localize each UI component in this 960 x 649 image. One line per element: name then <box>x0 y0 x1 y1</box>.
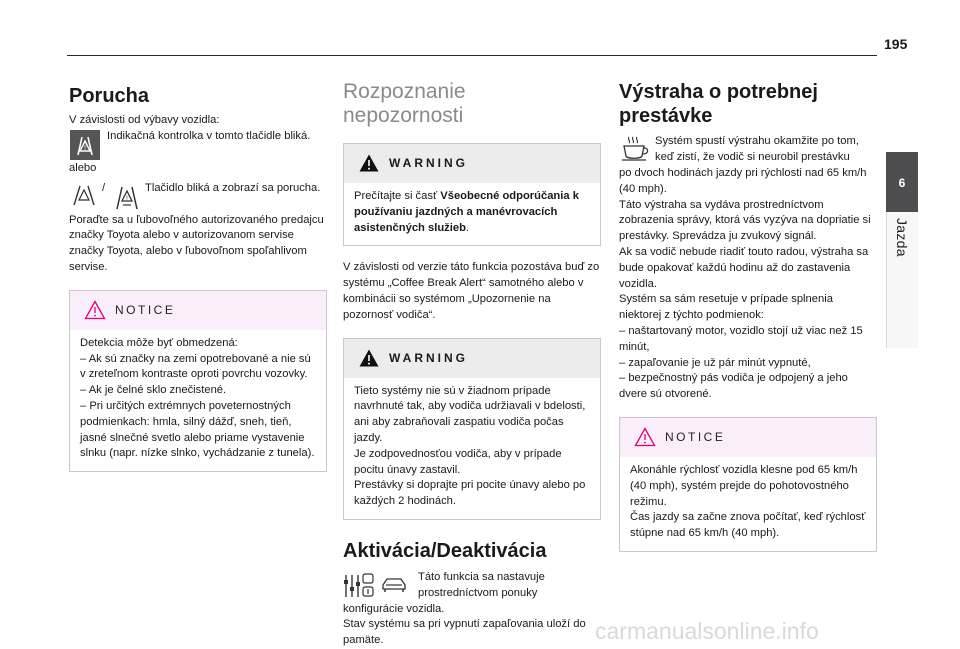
column-porucha <box>69 80 327 472</box>
watermark: carmanualsonline.info <box>595 618 819 644</box>
title-line: Rozpoznanie <box>343 80 466 103</box>
notice-box-rychlost <box>619 417 877 552</box>
section-title-vystraha <box>619 80 877 128</box>
notice-header <box>620 418 876 457</box>
lane-warning-button-icon-outline <box>113 183 141 211</box>
notice-line: – Ak sú značky na zemi opotrebované a nie sú v zreteľnom kontraste oproti povrchu vozovky. <box>80 352 311 381</box>
chapter-number: 6 <box>886 152 918 212</box>
section-title-aktivacia: Aktivácia/Deaktivácia <box>343 539 547 562</box>
icon-paragraph-kontrolka <box>69 129 327 161</box>
paragraph-konfiguracia: konfigurácie vozidla. Stav systému sa pri vypnutí zapaľovania uloží do pamäte. <box>343 602 586 647</box>
warning-text: Prečítajte si časť <box>354 190 441 202</box>
warning-label: WARNING <box>389 350 468 365</box>
kontrolka-text: Indikačná kontrolka v tomto tlačidle bliká. <box>107 129 311 142</box>
warning-header <box>344 339 600 378</box>
notice-line: – Pri určitých extrémnych poveternostných podmienkach: hmla, silný dážď, sneh, tieň, jasné slnečné svetlo alebo priame vystavenie slnku (napr. nízke slnko, vychádzanie z tunela). <box>80 399 315 460</box>
notice-label: NOTICE <box>665 429 726 444</box>
nastavenie-text: Táto funkcia sa nastavuje prostredníctvom ponuky <box>418 570 545 599</box>
tlacidlo-text: Tlačidlo bliká a zobrazí sa porucha. <box>145 181 321 194</box>
paragraph-vystraha: po dvoch hodinách jazdy pri rýchlosti nad 65 km/h (40 mph). Táto výstraha sa vydáva prostredníctvom zobrazenia správy, ktorá vás vyzýva na dopriatie si prestávky. Sprevádza ju zvukový signál. Ak sa vodič nebude riadiť touto radou, výstraha sa bude opakovať každú hodinu až do zastavenia vozidla. Systém sa sám resetuje v prípade splnenia niektorej z týchto podmienok: – naštartovaný motor, vozidlo stojí už viac než 15 minút, – zapaľovanie je už pár minút vypnuté, – bezpečnostný pás vodiča je odpojený a jeho dvere sú otvorené. <box>619 167 871 401</box>
notice-triangle-icon <box>84 300 106 320</box>
icon-separator: / <box>102 181 106 194</box>
title-line: Výstraha o potrebnej <box>619 81 818 103</box>
prestavka-text: Systém spustí výstrahu okamžite po tom, keď zistí, že vodič si neurobil prestávku <box>655 135 859 163</box>
lane-warning-button-icon <box>69 129 101 161</box>
column-rozpoznanie <box>343 80 601 649</box>
section-title-porucha: Porucha <box>69 85 150 107</box>
notice-triangle-icon <box>634 427 656 447</box>
column-vystraha <box>619 80 877 552</box>
warning-label: WARNING <box>389 156 468 170</box>
svg-text:!: ! <box>125 194 129 202</box>
notice-box-detekcia <box>69 290 327 472</box>
chapter-title: Jazda <box>894 218 910 257</box>
warning-header <box>344 144 600 183</box>
svg-text:!: ! <box>83 143 87 152</box>
notice-body: Akonáhle rýchlosť vozidla klesne pod 65 km/h (40 mph), systém prejde do pohotovostného režimu. Čas jazdy sa začne znova počítať, keď rýchlosť stúpne nad 65 km/h (40 mph). <box>630 463 866 540</box>
notice-line: – Ak je čelné sklo znečistené. <box>80 384 227 397</box>
warning-triangle-icon <box>358 153 380 173</box>
notice-label: NOTICE <box>115 302 176 317</box>
warning-body <box>344 183 600 245</box>
warning-body: Tieto systémy nie sú v žiadnom prípade navrhnuté tak, aby vodiča udržiavali v bdelosti, ani aby zabraňovali zaspatiu vodiča počas jazdy. Je zodpovednosťou vodiča, aby v prípade pocitu únavy zastavil. Prestávky si doprajte pri pocite únavy alebo po každých 2 hodinách. <box>354 384 586 508</box>
notice-line: Detekcia môže byť obmedzená: <box>80 336 238 349</box>
section-title-rozpoznanie <box>343 80 601 128</box>
page-number: 195 <box>884 36 908 52</box>
warning-box-bdelost <box>343 338 601 520</box>
lane-departure-icon <box>71 183 97 207</box>
car-outline-icon <box>381 575 407 595</box>
notice-header <box>70 291 326 330</box>
paragraph-alebo: alebo <box>69 161 97 174</box>
icon-paragraph-tlacidlo <box>69 181 327 213</box>
paragraph-servis: Poraďte sa u ľubovoľného autorizovaného predajcu značky Toyota alebo v autorizovanom servise značky Toyota, alebo v ľubovoľnom spoľahlivom servise. <box>69 213 324 273</box>
title-line: nepozornosti <box>343 104 464 127</box>
warning-text-end: . <box>465 221 470 234</box>
paragraph-coffee-break: V závislosti od verzie táto funkcia pozostáva buď zo systému „Coffee Break Alert“ samotného alebo v kombinácii so systémom „Upozornenie na pozornosť vodiča“. <box>343 261 600 321</box>
icon-paragraph-prestavka <box>619 134 877 166</box>
title-line: prestávke <box>619 105 713 127</box>
warning-box-odporucania <box>343 143 601 246</box>
warning-bold-text: Všeobecné odporúčania k používaniu jazdných a manévrovacích asistenčných služieb <box>354 190 579 234</box>
vehicle-settings-icon <box>343 571 375 599</box>
header-rule <box>67 55 877 56</box>
icon-paragraph-nastavenie <box>343 570 601 602</box>
paragraph-vybava: V závislosti od výbavy vozidla: <box>69 114 220 126</box>
coffee-cup-icon <box>620 135 650 163</box>
warning-triangle-icon <box>358 348 380 368</box>
notice-body <box>70 330 326 471</box>
